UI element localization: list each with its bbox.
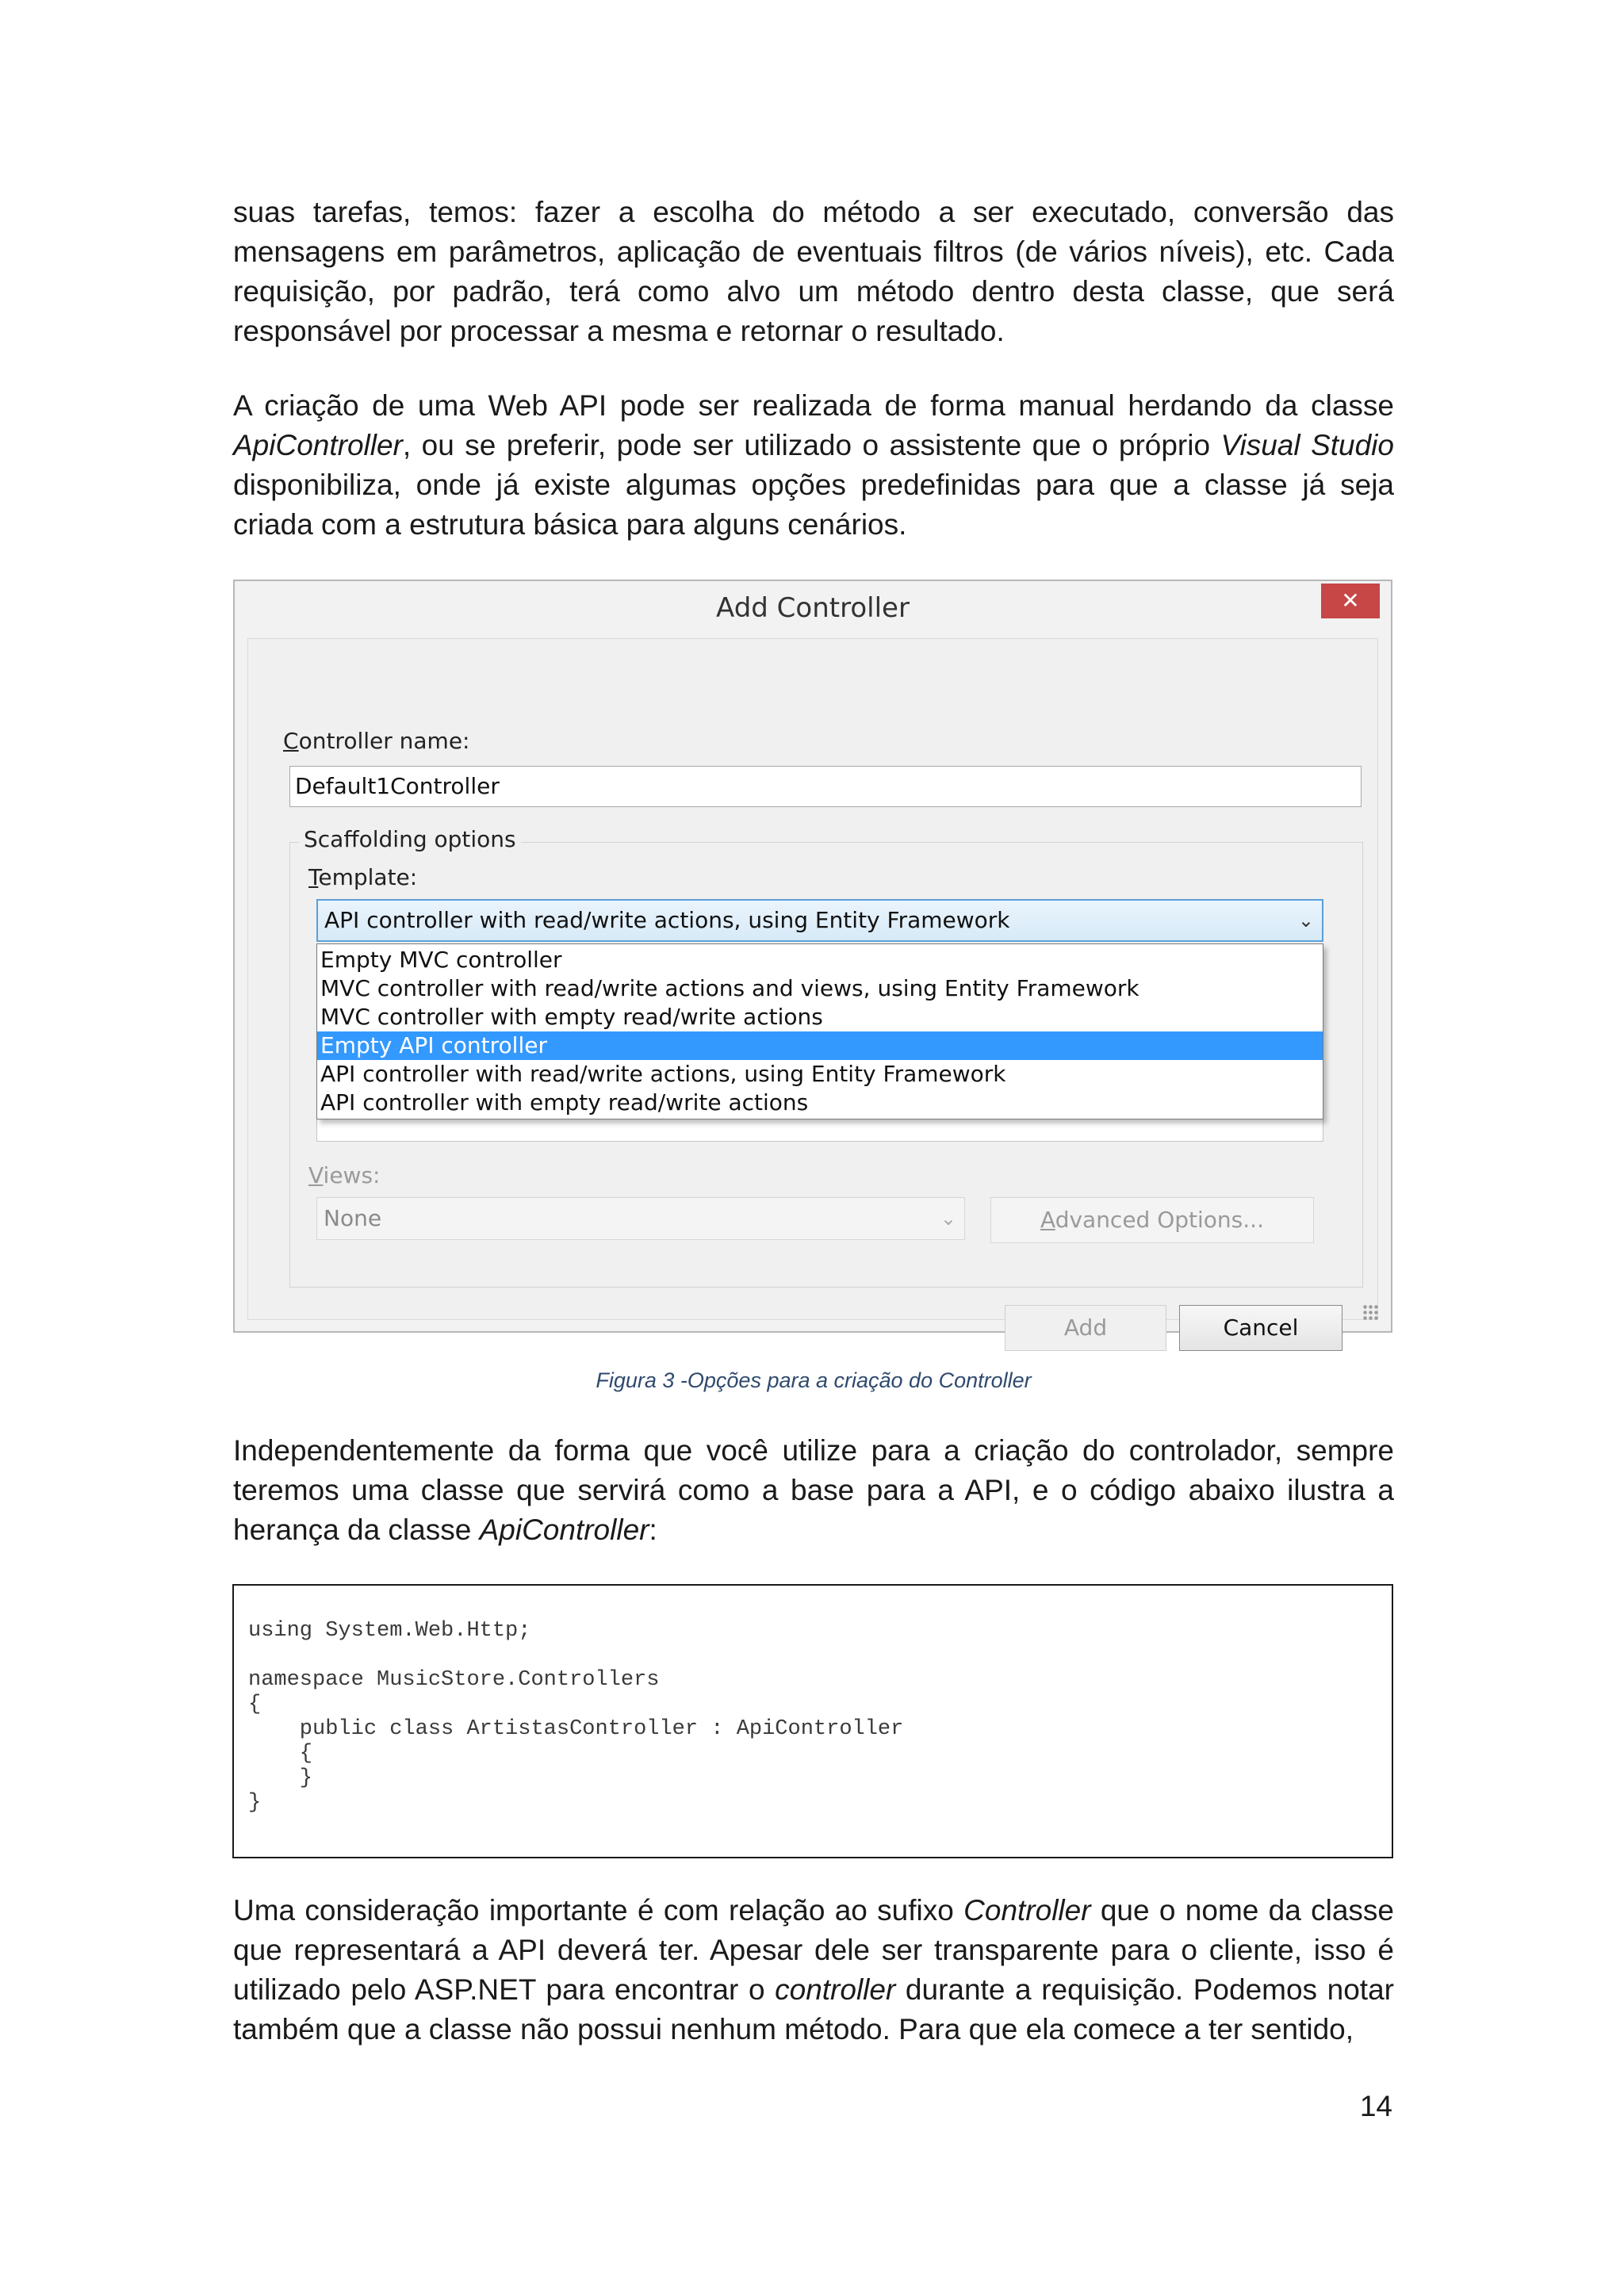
paragraph-web-api-creation [233, 386, 1394, 545]
template-option[interactable]: API controller with empty read/write actions [320, 1089, 809, 1115]
text-run: , ou se preferir, pode ser utilizado o assistente que o próprio [402, 429, 1221, 461]
template-label [308, 864, 417, 890]
add-button[interactable]: Add [1005, 1305, 1166, 1351]
access-key: A [1040, 1207, 1055, 1233]
text-run: disponibiliza, onde já existe algumas opções predefinidas para que a classe já seja criada com a estrutura básica para alguns cenários. [233, 469, 1394, 541]
views-selected-value: None [324, 1205, 382, 1231]
dialog-title: Add Controller [716, 592, 910, 624]
template-option[interactable]: API controller with read/write actions, using Entity Framework [320, 1061, 1006, 1087]
cancel-button[interactable]: Cancel [1179, 1305, 1342, 1351]
italic-term-controller-lower: controller [775, 1973, 896, 2006]
italic-term-apicontroller: ApiController [233, 429, 403, 461]
text-run: Independentemente da forma que você utilize para a criação do controlador, sempre teremos uma classe que servirá como a base para a API, e o código abaixo ilustra a herança da classe [233, 1434, 1394, 1546]
close-icon: ✕ [1341, 587, 1360, 614]
template-option[interactable]: Empty API controller [317, 1031, 1323, 1060]
access-key: C [283, 728, 299, 754]
paragraph-controller-suffix [233, 1891, 1394, 2049]
label-text: emplate: [318, 864, 418, 890]
text-run: que o nome da classe que representará a API deverá ter. Apesar dele ser transparente para o cliente, isso é utilizado pelo ASP.NET para encontrar o [233, 1894, 1394, 2006]
add-controller-dialog [233, 580, 1392, 1341]
controller-name-label [283, 728, 469, 754]
controller-name-input[interactable]: Default1Controller [289, 766, 1362, 807]
views-label [308, 1162, 380, 1188]
access-key: T [308, 864, 319, 890]
text-run: Uma consideração importante é com relação ao sufixo [233, 1894, 964, 1927]
label-text: ontroller name: [298, 728, 470, 754]
text-run: A criação de uma Web API pode ser realizada de forma manual herdando da classe [233, 389, 1394, 422]
template-option[interactable]: MVC controller with read/write actions and views, using Entity Framework [320, 975, 1139, 1001]
views-select[interactable] [316, 1197, 965, 1240]
code-block [232, 1584, 1393, 1858]
close-button[interactable] [1321, 584, 1380, 618]
advanced-options-button[interactable] [990, 1197, 1314, 1243]
italic-term-visual-studio: Visual Studio [1220, 429, 1394, 461]
figure-caption: Figura 3 -Opções para a criação do Controller [596, 1368, 1032, 1392]
scaffolding-options-label: Scaffolding options [299, 826, 521, 852]
button-text: dvanced Options... [1055, 1207, 1264, 1233]
dialog-body [247, 638, 1378, 1341]
code-text: using System.Web.Http; namespace MusicStore.Controllers { public class ArtistasController : ApiController { } } [248, 1619, 904, 1815]
page-number: 14 [1359, 2090, 1392, 2122]
template-select[interactable] [316, 899, 1323, 942]
template-option[interactable]: MVC controller with empty read/write actions [320, 1004, 823, 1030]
paragraph-base-class [233, 1431, 1394, 1550]
template-option[interactable]: Empty MVC controller [320, 947, 562, 973]
text-run: durante a requisição. Podemos notar também que a classe não possui nenhum método. Para que ela comece a ter sentido, [233, 1973, 1394, 2045]
label-text: iews: [323, 1162, 381, 1188]
template-dropdown-list [316, 943, 1323, 1119]
template-selected-value: API controller with read/write actions, using Entity Framework [324, 907, 1010, 933]
italic-term-controller: Controller [963, 1894, 1091, 1927]
chevron-down-icon: ⌄ [940, 1207, 956, 1230]
resize-grip-icon[interactable] [1362, 1304, 1380, 1322]
paragraph-intro: suas tarefas, temos: fazer a escolha do método a ser executado, conversão das mensagens em parâmetros, aplicação de eventuais filtros (de vários níveis), etc. Cada requisição, por padrão, terá como alvo um método dentro desta classe, que será responsável por processar a mesma e retornar o resultado. [233, 196, 1394, 347]
italic-term-apicontroller: ApiController [479, 1513, 649, 1546]
chevron-down-icon: ⌄ [1297, 909, 1314, 932]
text-run: : [649, 1513, 657, 1546]
access-key: V [308, 1162, 324, 1188]
